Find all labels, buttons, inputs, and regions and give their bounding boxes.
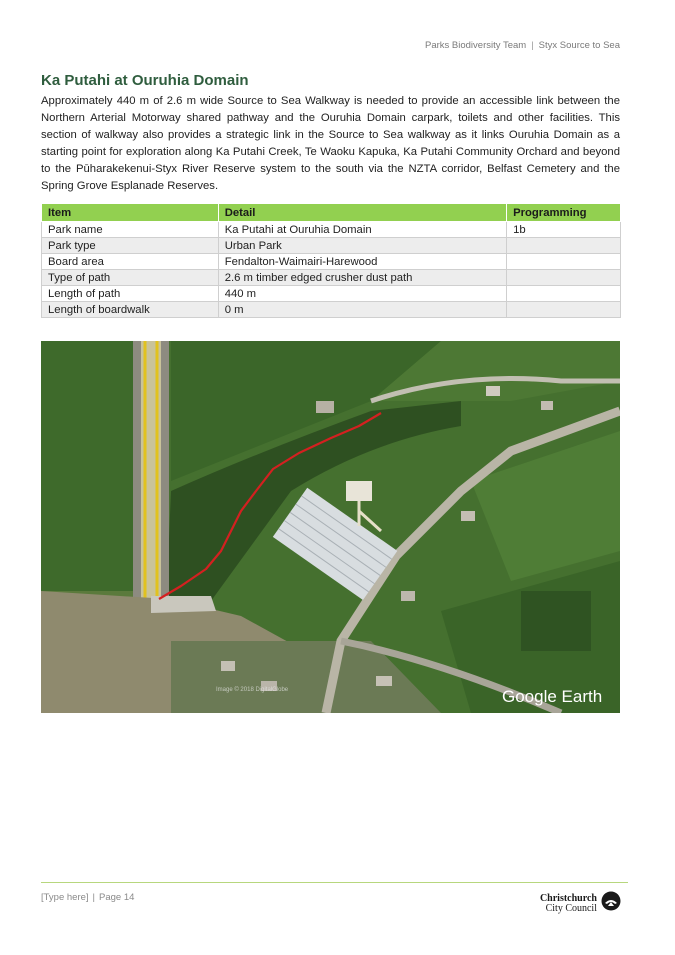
- footer-divider: [41, 882, 628, 883]
- table-cell: Length of path: [42, 286, 219, 302]
- council-emblem-icon: [601, 891, 621, 916]
- header-project: Styx Source to Sea: [538, 40, 620, 51]
- table-cell: Park name: [42, 222, 219, 238]
- table-cell: Length of boardwalk: [42, 302, 219, 318]
- table-cell: 440 m: [218, 286, 506, 302]
- council-logo-text: [540, 894, 597, 914]
- table-row: [42, 286, 621, 302]
- table-row: [42, 270, 621, 286]
- section-title: Ka Putahi at Ouruhia Domain: [41, 72, 249, 89]
- table-cell: [507, 238, 621, 254]
- park-info-table: [41, 203, 621, 318]
- table-cell: 1b: [507, 222, 621, 238]
- header-separator: |: [531, 40, 534, 51]
- table-cell: [507, 286, 621, 302]
- table-cell: Fendalton-Waimairi-Harewood: [218, 254, 506, 270]
- column-header-detail: Detail: [218, 204, 506, 222]
- footer-page-number: Page 14: [99, 892, 135, 903]
- table-cell: 2.6 m timber edged crusher dust path: [218, 270, 506, 286]
- table-cell: Type of path: [42, 270, 219, 286]
- footer-placeholder: [Type here]: [41, 892, 89, 903]
- table-row: [42, 238, 621, 254]
- map-watermark: Google Earth: [502, 687, 603, 706]
- map-attribution: Image © 2018 DigitalGlobe: [216, 687, 289, 693]
- column-header-programming: Programming: [507, 204, 621, 222]
- header-team: Parks Biodiversity Team: [425, 40, 527, 51]
- table-cell: [507, 270, 621, 286]
- logo-line-2: City Council: [545, 902, 597, 914]
- table-cell: Ka Putahi at Ouruhia Domain: [218, 222, 506, 238]
- table-row: [42, 222, 621, 238]
- table-cell: [507, 302, 621, 318]
- table-cell: Board area: [42, 254, 219, 270]
- footer-separator: |: [92, 892, 95, 903]
- table-row: [42, 254, 621, 270]
- footer-page-info: [41, 892, 134, 903]
- aerial-map-image: [41, 341, 620, 713]
- table-row: [42, 302, 621, 318]
- column-header-item: Item: [42, 204, 219, 222]
- page-header: [425, 40, 620, 51]
- council-logo: [540, 891, 621, 916]
- table-cell: Urban Park: [218, 238, 506, 254]
- table-cell: Park type: [42, 238, 219, 254]
- section-paragraph: Approximately 440 m of 2.6 m wide Source to Sea Walkway is needed to provide an accessible link between the Northern Arterial Motorway shared pathway and the Ouruhia Domain carpark, toilets and other facilities. This section of walkway also provides a strategic link in the Source to Sea walkway as it links Ouruhia Domain as a starting point for exploration along Ka Putahi Creek, Te Waoku Kapuka, Ka Putahi Community Orchard and beyond to the Pūharakekenui-Styx River Reserve system to the south via the NZTA corridor, Belfast Cemetery and the Spring Grove Esplanade Reserves.: [41, 95, 620, 192]
- table-cell: [507, 254, 621, 270]
- table-header-row: [42, 204, 621, 222]
- logo-line-1: Christchurch: [539, 892, 597, 904]
- table-cell: 0 m: [218, 302, 506, 318]
